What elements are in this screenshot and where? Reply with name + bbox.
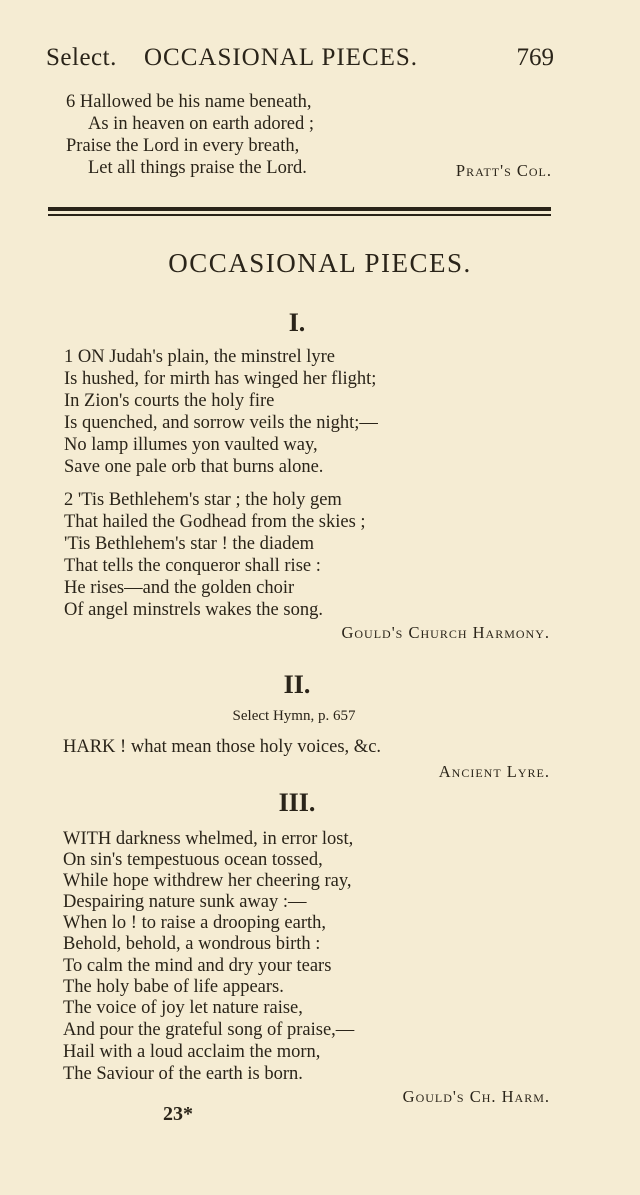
hymn-attribution: Ancient Lyre. — [438, 762, 550, 781]
verse-line: Let all things praise the Lord. — [88, 158, 307, 178]
verse-line: Save one pale orb that burns alone. — [64, 457, 324, 477]
page-number: 769 — [516, 44, 554, 71]
divider-thin-rule — [48, 214, 551, 216]
verse-line: Despairing nature sunk away :— — [63, 892, 307, 912]
section-title: OCCASIONAL PIECES. — [168, 248, 472, 278]
hymn-numeral: III. — [278, 788, 316, 817]
hymn-reference: Select Hymn, p. 657 — [232, 708, 356, 724]
verse-line: Behold, behold, a wondrous birth : — [63, 934, 321, 954]
verse-line: No lamp illumes yon vaulted way, — [64, 435, 318, 455]
running-head — [46, 44, 554, 76]
verse-line: The Saviour of the earth is born. — [63, 1064, 303, 1084]
verse-line: He rises—and the golden choir — [64, 578, 295, 598]
hymn-attribution: Gould's Church Harmony. — [341, 623, 550, 642]
hymn-numeral: II. — [283, 670, 311, 699]
verse-line: As in heaven on earth adored ; — [88, 114, 315, 134]
hymn-attribution: Gould's Ch. Harm. — [402, 1087, 550, 1106]
verse-line: To calm the mind and dry your tears — [63, 956, 332, 976]
section-divider — [48, 207, 551, 216]
verse-line: The holy babe of life appears. — [63, 977, 284, 997]
verse-line: Is hushed, for mirth has winged her flight; — [64, 369, 377, 389]
verse-line: That tells the conqueror shall rise : — [64, 556, 321, 576]
verse-line: And pour the grateful song of praise,— — [63, 1020, 355, 1040]
verse-line: Praise the Lord in every breath, — [66, 136, 300, 156]
running-head-section: Select. — [46, 44, 117, 71]
verse-line: Hail with a loud acclaim the morn, — [63, 1042, 321, 1062]
verse-line: HARK ! what mean those holy voices, &c. — [63, 737, 382, 757]
signature-mark: 23* — [163, 1103, 193, 1125]
verse-line: On sin's tempestuous ocean tossed, — [63, 850, 323, 870]
verse-line: That hailed the Godhead from the skies ; — [64, 512, 366, 532]
verse-line: While hope withdrew her cheering ray, — [63, 871, 352, 891]
hymn-numeral: I. — [288, 308, 306, 337]
verse-line: 2 'Tis Bethlehem's star ; the holy gem — [64, 490, 342, 510]
verse-line: In Zion's courts the holy fire — [64, 391, 275, 411]
verse-line: Of angel minstrels wakes the song. — [64, 600, 323, 620]
hymn-attribution: Pratt's Col. — [455, 161, 552, 180]
running-head-title: OCCASIONAL PIECES. — [144, 44, 419, 71]
verse-line: 1 ON Judah's plain, the minstrel lyre — [64, 347, 336, 367]
verse-line: WITH darkness whelmed, in error lost, — [63, 829, 354, 849]
verse-line: 'Tis Bethlehem's star ! the diadem — [64, 534, 315, 554]
verse-line: The voice of joy let nature raise, — [63, 998, 303, 1018]
verse-line: Is quenched, and sorrow veils the night;— — [64, 413, 378, 433]
divider-thick-rule — [48, 207, 551, 211]
verse-line: When lo ! to raise a drooping earth, — [63, 913, 327, 933]
verse-line: 6 Hallowed be his name beneath, — [66, 92, 312, 112]
